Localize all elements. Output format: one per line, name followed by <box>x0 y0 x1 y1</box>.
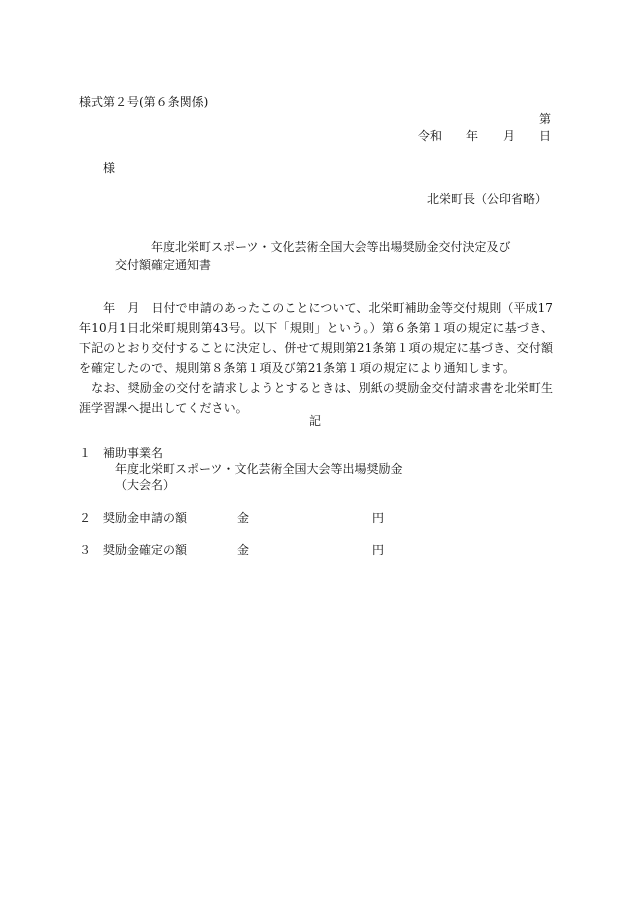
item-detail: 年度北栄町スポーツ・文化芸術全国大会等出場奨励金 <box>115 462 403 476</box>
item-detail: （大会名） <box>115 478 176 492</box>
item-number: １ <box>79 446 92 460</box>
ki-heading: 記 <box>309 414 322 428</box>
body-paragraph-2: なお、奨励金の交付を請求しようとするときは、別紙の奨励金交付請求書を北栄町生涯学習課へ提出してください。 <box>79 381 553 415</box>
date-era: 令和 <box>418 129 443 143</box>
item-number: ２ <box>79 511 92 525</box>
item-label: 奨励金申請の額 <box>103 511 188 525</box>
document-number: 第 <box>539 112 552 126</box>
notice-title-line2: 交付額確定通知書 <box>115 258 212 272</box>
item-unit: 円 <box>372 543 385 557</box>
item-label: 奨励金確定の額 <box>103 543 188 557</box>
item-unit: 円 <box>372 511 385 525</box>
item-currency: 金 <box>237 511 250 525</box>
date-month-unit: 月 <box>503 129 516 143</box>
item-currency: 金 <box>237 543 250 557</box>
date-year-unit: 年 <box>466 129 479 143</box>
date-day-unit: 日 <box>539 129 552 143</box>
form-label: 様式第２号(第６条関係) <box>79 95 209 109</box>
item-number: ３ <box>79 543 92 557</box>
notice-title-line1: 年度北栄町スポーツ・文化芸術全国大会等出場奨励金交付決定及び <box>151 240 511 254</box>
body-paragraph-1: 年 月 日付で申請のあったこのことについて、北栄町補助金等交付規則（平成17年10月1日北栄町規則第43号。以下「規則」という。）第６条第１項の規定に基づき、下記のとおり交付することに決定し、併せて規則第21条第１項の規定に基づき、交付額を確定したので、規則第８条第１項及び第21条第１項の規定により通知します。 <box>79 301 553 375</box>
addressee: 様 <box>103 161 116 175</box>
item-label: 補助事業名 <box>103 446 164 460</box>
sender: 北栄町長（公印省略） <box>427 192 548 206</box>
